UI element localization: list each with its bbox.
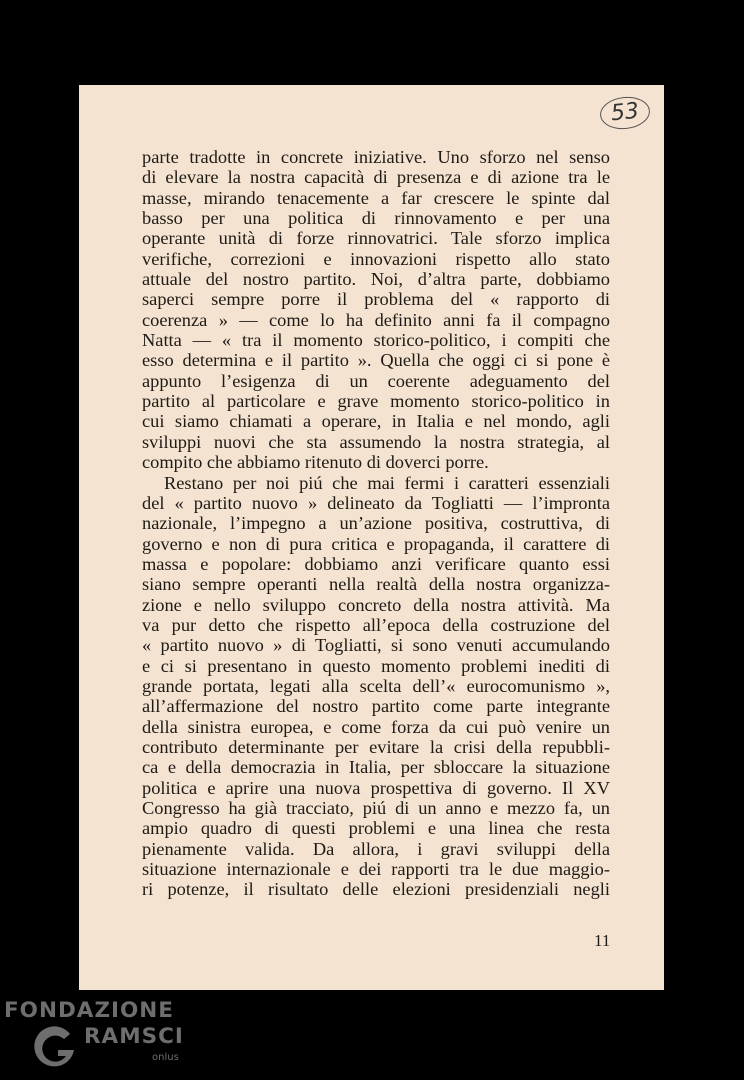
text-line: massa e popolare: dobbiamo anzi verificare quanto essi xyxy=(142,553,610,574)
body-text xyxy=(142,147,610,900)
text-line: Natta — « tra il momento storico-politico, i compiti che xyxy=(142,330,610,351)
text-line: masse, mirando tenacemente a far crescere le spinte dal xyxy=(142,187,610,208)
text-line: basso per una politica di rinnovamento e per una xyxy=(142,208,610,229)
text-line: ri potenze, il risultato delle elezioni presidenziali negli xyxy=(142,879,610,900)
text-line: siano sempre operanti nella realtà della nostra organizza- xyxy=(142,574,610,595)
text-line: e ci si presentano in questo momento problemi inediti di xyxy=(142,655,610,676)
text-line: contributo determinante per evitare la crisi della repubbli- xyxy=(142,736,610,757)
text-line: « partito nuovo » di Togliatti, si sono venuti accumulando xyxy=(142,635,610,656)
text-line: all’affermazione del nostro partito come parte integrante xyxy=(142,696,610,717)
document-page xyxy=(79,85,664,990)
text-line: saperci sempre porre il problema del « rapporto di xyxy=(142,289,610,310)
page-number: 11 xyxy=(594,931,611,950)
text-line: pienamente valida. Da allora, i gravi sviluppi della xyxy=(142,838,610,859)
text-line: ampio quadro di questi problemi e una linea che resta xyxy=(142,818,610,839)
text-line: parte tradotte in concrete iniziative. Uno sforzo nel senso xyxy=(142,147,610,167)
logo-text-bottom: RAMSCI xyxy=(84,1024,184,1049)
text-line: grande portata, legati alla scelta dell’« eurocomunismo », xyxy=(142,675,610,696)
archive-number-stamp: 53 xyxy=(598,94,651,131)
logo-text-top: FONDAZIONE xyxy=(4,998,174,1023)
text-line: di elevare la nostra capacità di presenza e di azione tra le xyxy=(142,167,610,188)
text-line: compito che abbiamo ritenuto di doverci porre. xyxy=(142,452,489,473)
paragraph-1 xyxy=(142,147,610,473)
text-line: Restano per noi piú che mai fermi i caratteri essenziali xyxy=(164,472,610,493)
text-line: zione e nello sviluppo concreto della nostra attività. Ma xyxy=(142,594,610,615)
text-line: verifiche, correzioni e innovazioni rispetto allo stato xyxy=(142,248,610,269)
text-line: governo e non di pura critica e propaganda, il carattere di xyxy=(142,533,610,554)
text-line: Congresso ha già tracciato, piú di un anno e mezzo fa, un xyxy=(142,798,610,818)
text-line: coerenza » — come lo ha definito anni fa il compagno xyxy=(142,309,610,330)
text-line: nazionale, l’impegno a un’azione positiva, costruttiva, di xyxy=(142,513,610,534)
text-line: del « partito nuovo » delineato da Togliatti — l’impronta xyxy=(142,492,610,513)
text-line: partito al particolare e grave momento storico-politico in xyxy=(142,391,610,412)
text-line: ca e della democrazia in Italia, per sbloccare la situazione xyxy=(142,757,610,778)
text-line: politica e aprire una nuova prospettiva di governo. Il XV xyxy=(142,777,610,798)
logo-subtitle: onlus xyxy=(152,1052,179,1063)
text-line: attuale del nostro partito. Noi, d’altra parte, dobbiamo xyxy=(142,269,610,290)
fondazione-gramsci-logo xyxy=(4,998,184,1080)
text-line: situazione internazionale e dei rapporti tra le due maggio- xyxy=(142,859,610,880)
logo-g-icon xyxy=(30,1020,82,1072)
text-line: sviluppi nuovi che sta assumendo la nostra strategia, al xyxy=(142,431,610,452)
text-line: va pur detto che rispetto all’epoca della costruzione del xyxy=(142,614,610,635)
text-line: cui siamo chiamati a operare, in Italia e nel mondo, agli xyxy=(142,411,610,432)
text-line: operante unità di forze rinnovatrici. Tale sforzo implica xyxy=(142,228,610,249)
text-line: esso determina e il partito ». Quella che oggi ci si pone è xyxy=(142,350,610,371)
text-line: appunto l’esigenza di un coerente adeguamento del xyxy=(142,370,610,391)
text-line: della sinistra europea, e come forza da cui può venire un xyxy=(142,716,610,737)
paragraph-2 xyxy=(142,473,610,900)
